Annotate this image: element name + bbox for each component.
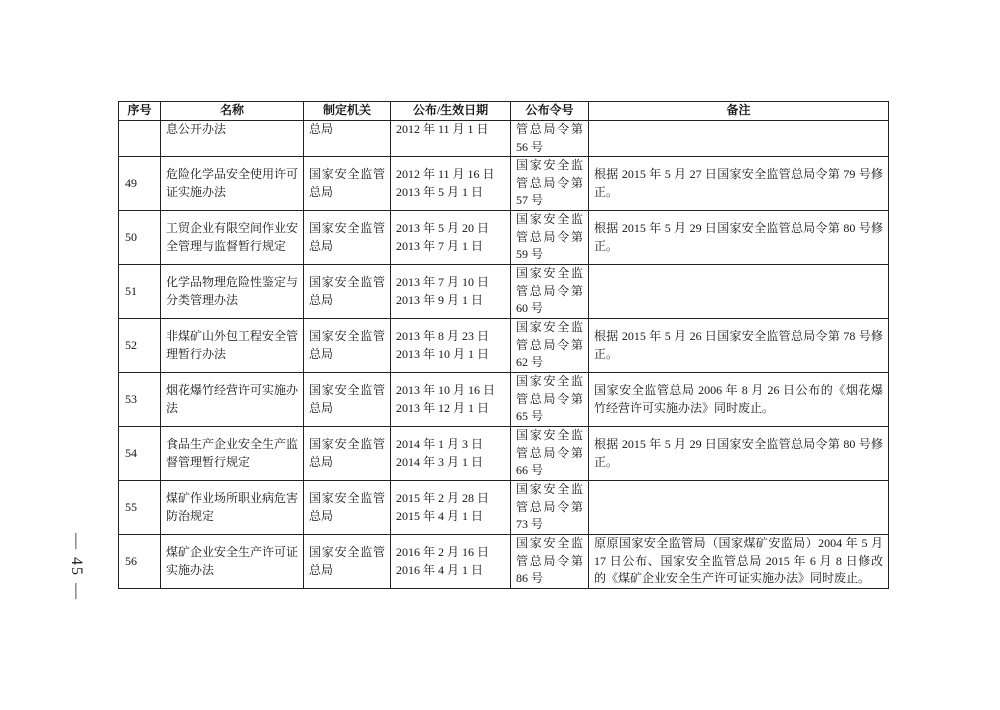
cell-order-number-line: 86 号 xyxy=(516,571,544,586)
table-row xyxy=(119,481,889,535)
cell-issuing-authority-line: 国家安全监管 xyxy=(309,221,385,235)
cell-remarks-line: 原原国家安全监管局（国家煤矿安监局）2004 年 5 月 xyxy=(594,536,883,551)
cell-order-number-line: 国家安全监 xyxy=(516,212,583,227)
header-name: 名称 xyxy=(161,102,304,121)
cell-order-number xyxy=(511,481,589,535)
cell-serial-number xyxy=(119,121,161,157)
cell-issuing-authority-line: 国家安全监管 xyxy=(309,437,385,451)
cell-order-number-line: 国家安全监 xyxy=(516,158,583,173)
cell-order-number-line: 56 号 xyxy=(516,139,544,154)
cell-order-number-line: 73 号 xyxy=(516,517,544,532)
cell-dates-line: 2013 年 8 月 23 日 xyxy=(396,329,490,343)
cell-dates-line: 2013 年 12 月 1 日 xyxy=(396,400,490,415)
cell-issuing-authority xyxy=(304,211,391,265)
cell-serial-number: 56 xyxy=(119,535,161,589)
cell-remarks xyxy=(589,319,889,373)
cell-dates-line: 2015 年 4 月 1 日 xyxy=(396,508,484,523)
cell-issuing-authority-line: 总局 xyxy=(309,346,334,361)
cell-remarks xyxy=(589,373,889,427)
cell-name xyxy=(161,319,304,373)
cell-dates-line: 2013 年 5 月 20 日 xyxy=(396,221,490,235)
cell-issuing-authority-line: 国家安全监管 xyxy=(309,167,385,181)
cell-order-number xyxy=(511,535,589,589)
cell-remarks-line: 根据 2015 年 5 月 26 日国家安全监管总局令第 78 号修 xyxy=(594,329,883,343)
cell-order-number-line: 60 号 xyxy=(516,301,544,316)
cell-issuing-authority-line: 总局 xyxy=(309,184,334,199)
cell-issuing-authority-line: 国家安全监管 xyxy=(309,383,385,397)
cell-issuing-authority-line: 国家安全监管 xyxy=(309,545,385,559)
header-issuing-authority: 制定机关 xyxy=(304,102,391,121)
cell-order-number-line: 国家安全监 xyxy=(516,428,583,443)
cell-dates xyxy=(391,265,511,319)
table-row xyxy=(119,157,889,211)
table-header-row xyxy=(119,102,889,121)
cell-name xyxy=(161,121,304,157)
table-body xyxy=(119,121,889,589)
cell-name-line: 督管理暂行规定 xyxy=(166,454,251,469)
cell-order-number xyxy=(511,373,589,427)
cell-name xyxy=(161,535,304,589)
cell-order-number-line: 国家安全监 xyxy=(516,266,583,281)
cell-name-line: 证实施办法 xyxy=(166,184,227,199)
cell-dates xyxy=(391,535,511,589)
table-row xyxy=(119,121,889,157)
table-row xyxy=(119,319,889,373)
cell-name-line: 食品生产企业安全生产监 xyxy=(166,437,299,451)
cell-order-number-line: 国家安全监 xyxy=(516,320,583,335)
regulations-table xyxy=(118,101,889,589)
cell-dates xyxy=(391,157,511,211)
cell-order-number-line: 59 号 xyxy=(516,247,544,262)
cell-issuing-authority xyxy=(304,481,391,535)
cell-order-number-line: 管总局令第 xyxy=(516,229,583,244)
cell-remarks-line: 正。 xyxy=(594,238,619,253)
cell-dates xyxy=(391,373,511,427)
table-row xyxy=(119,211,889,265)
cell-name xyxy=(161,157,304,211)
cell-serial-number: 53 xyxy=(119,373,161,427)
cell-remarks-line: 根据 2015 年 5 月 27 日国家安全监管总局令第 79 号修 xyxy=(594,167,883,181)
cell-order-number-line: 管总局令第 xyxy=(516,337,583,352)
cell-dates xyxy=(391,211,511,265)
cell-name-line: 理暂行办法 xyxy=(166,346,227,361)
cell-remarks-line: 根据 2015 年 5 月 29 日国家安全监管总局令第 80 号修 xyxy=(594,437,883,451)
table-row xyxy=(119,427,889,481)
cell-order-number-line: 57 号 xyxy=(516,193,544,208)
cell-remarks-line: 正。 xyxy=(594,454,619,469)
cell-order-number xyxy=(511,211,589,265)
cell-remarks xyxy=(589,265,889,319)
cell-name-line: 实施办法 xyxy=(166,562,215,577)
cell-dates-line: 2012 年 11 月 1 日 xyxy=(396,122,489,136)
cell-order-number xyxy=(511,121,589,157)
cell-issuing-authority xyxy=(304,319,391,373)
cell-issuing-authority xyxy=(304,427,391,481)
cell-dates xyxy=(391,121,511,157)
cell-serial-number: 51 xyxy=(119,265,161,319)
cell-issuing-authority xyxy=(304,157,391,211)
header-dates: 公布/生效日期 xyxy=(391,102,511,121)
cell-issuing-authority-line: 总局 xyxy=(309,238,334,253)
header-order-number: 公布令号 xyxy=(511,102,589,121)
cell-issuing-authority-line: 总局 xyxy=(309,122,334,136)
cell-name xyxy=(161,265,304,319)
cell-name-line: 分类管理办法 xyxy=(166,292,239,307)
cell-remarks xyxy=(589,535,889,589)
cell-dates-line: 2016 年 4 月 1 日 xyxy=(396,562,484,577)
table-row xyxy=(119,535,889,589)
cell-order-number-line: 管总局令第 xyxy=(516,283,583,298)
cell-order-number-line: 管总局令第 xyxy=(516,499,583,514)
header-serial-number: 序号 xyxy=(119,102,161,121)
cell-remarks xyxy=(589,211,889,265)
cell-dates-line: 2013 年 7 月 10 日 xyxy=(396,275,490,289)
cell-name xyxy=(161,427,304,481)
cell-serial-number: 54 xyxy=(119,427,161,481)
cell-name-line: 全管理与监督暂行规定 xyxy=(166,238,287,253)
cell-remarks xyxy=(589,121,889,157)
cell-serial-number: 52 xyxy=(119,319,161,373)
cell-name-line: 化学品物理危险性鉴定与 xyxy=(166,275,299,289)
cell-order-number-line: 国家安全监 xyxy=(516,536,583,551)
cell-issuing-authority-line: 总局 xyxy=(309,508,334,523)
cell-name-line: 法 xyxy=(166,400,179,415)
cell-issuing-authority-line: 总局 xyxy=(309,562,334,577)
cell-order-number-line: 国家安全监 xyxy=(516,374,583,389)
cell-order-number-line: 管总局令第 xyxy=(516,445,583,460)
cell-dates xyxy=(391,319,511,373)
cell-remarks xyxy=(589,157,889,211)
cell-issuing-authority-line: 总局 xyxy=(309,400,334,415)
cell-issuing-authority-line: 总局 xyxy=(309,454,334,469)
cell-order-number-line: 管总局令第 xyxy=(516,391,583,406)
cell-name-line: 煤矿作业场所职业病危害 xyxy=(166,491,299,505)
cell-dates-line: 2013 年 9 月 1 日 xyxy=(396,292,484,307)
cell-remarks xyxy=(589,427,889,481)
cell-serial-number: 50 xyxy=(119,211,161,265)
header-remarks: 备注 xyxy=(589,102,889,121)
cell-issuing-authority-line: 国家安全监管 xyxy=(309,329,385,343)
cell-order-number xyxy=(511,427,589,481)
cell-dates xyxy=(391,427,511,481)
cell-issuing-authority xyxy=(304,265,391,319)
cell-dates-line: 2013 年 5 月 1 日 xyxy=(396,184,484,199)
cell-order-number xyxy=(511,319,589,373)
cell-remarks-line: 正。 xyxy=(594,346,619,361)
cell-remarks-line: 17 日公布、国家安全监管总局 2015 年 6 月 8 日修改 xyxy=(594,553,883,568)
cell-order-number-line: 62 号 xyxy=(516,355,544,370)
cell-name-line: 煤矿企业安全生产许可证 xyxy=(166,545,299,559)
cell-dates xyxy=(391,481,511,535)
cell-name-line: 息公开办法 xyxy=(166,122,227,136)
cell-name-line: 非煤矿山外包工程安全管 xyxy=(166,329,299,343)
cell-issuing-authority-line: 国家安全监管 xyxy=(309,275,385,289)
cell-name-line: 防治规定 xyxy=(166,508,215,523)
cell-order-number xyxy=(511,265,589,319)
table-row xyxy=(119,265,889,319)
cell-issuing-authority xyxy=(304,373,391,427)
cell-name-line: 烟花爆竹经营许可实施办 xyxy=(166,383,299,397)
cell-dates-line: 2012 年 11 月 16 日 xyxy=(396,167,495,181)
cell-issuing-authority xyxy=(304,535,391,589)
cell-issuing-authority-line: 总局 xyxy=(309,292,334,307)
cell-dates-line: 2014 年 1 月 3 日 xyxy=(396,437,484,451)
cell-order-number-line: 管总局令第 xyxy=(516,553,583,568)
cell-issuing-authority-line: 国家安全监管 xyxy=(309,491,385,505)
cell-name xyxy=(161,481,304,535)
cell-remarks-line: 根据 2015 年 5 月 29 日国家安全监管总局令第 80 号修 xyxy=(594,221,883,235)
cell-remarks xyxy=(589,481,889,535)
cell-order-number-line: 管总局令第 xyxy=(516,175,583,190)
cell-serial-number: 55 xyxy=(119,481,161,535)
cell-name xyxy=(161,211,304,265)
cell-name-line: 危险化学品安全使用许可 xyxy=(166,167,299,181)
cell-order-number-line: 65 号 xyxy=(516,409,544,424)
cell-dates-line: 2014 年 3 月 1 日 xyxy=(396,454,484,469)
cell-issuing-authority xyxy=(304,121,391,157)
cell-order-number-line: 国家安全监 xyxy=(516,482,583,497)
cell-order-number-line: 管总局令第 xyxy=(516,122,583,136)
cell-remarks-line: 正。 xyxy=(594,184,619,199)
table-row xyxy=(119,373,889,427)
cell-remarks-line: 国家安全监管总局 2006 年 8 月 26 日公布的《烟花爆 xyxy=(594,383,883,397)
cell-dates-line: 2013 年 7 月 1 日 xyxy=(396,238,484,253)
cell-remarks-line: 的《煤矿企业安全生产许可证实施办法》同时废止。 xyxy=(594,571,871,586)
cell-order-number-line: 66 号 xyxy=(516,463,544,478)
cell-remarks-line: 竹经营许可实施办法》同时废止。 xyxy=(594,400,775,415)
cell-name-line: 工贸企业有限空间作业安 xyxy=(166,221,299,235)
cell-dates-line: 2013 年 10 月 1 日 xyxy=(396,346,490,361)
cell-dates-line: 2013 年 10 月 16 日 xyxy=(396,383,496,397)
cell-dates-line: 2015 年 2 月 28 日 xyxy=(396,491,490,505)
page-number: — 45 — xyxy=(68,533,85,601)
cell-serial-number: 49 xyxy=(119,157,161,211)
cell-order-number xyxy=(511,157,589,211)
cell-name xyxy=(161,373,304,427)
cell-dates-line: 2016 年 2 月 16 日 xyxy=(396,545,490,559)
